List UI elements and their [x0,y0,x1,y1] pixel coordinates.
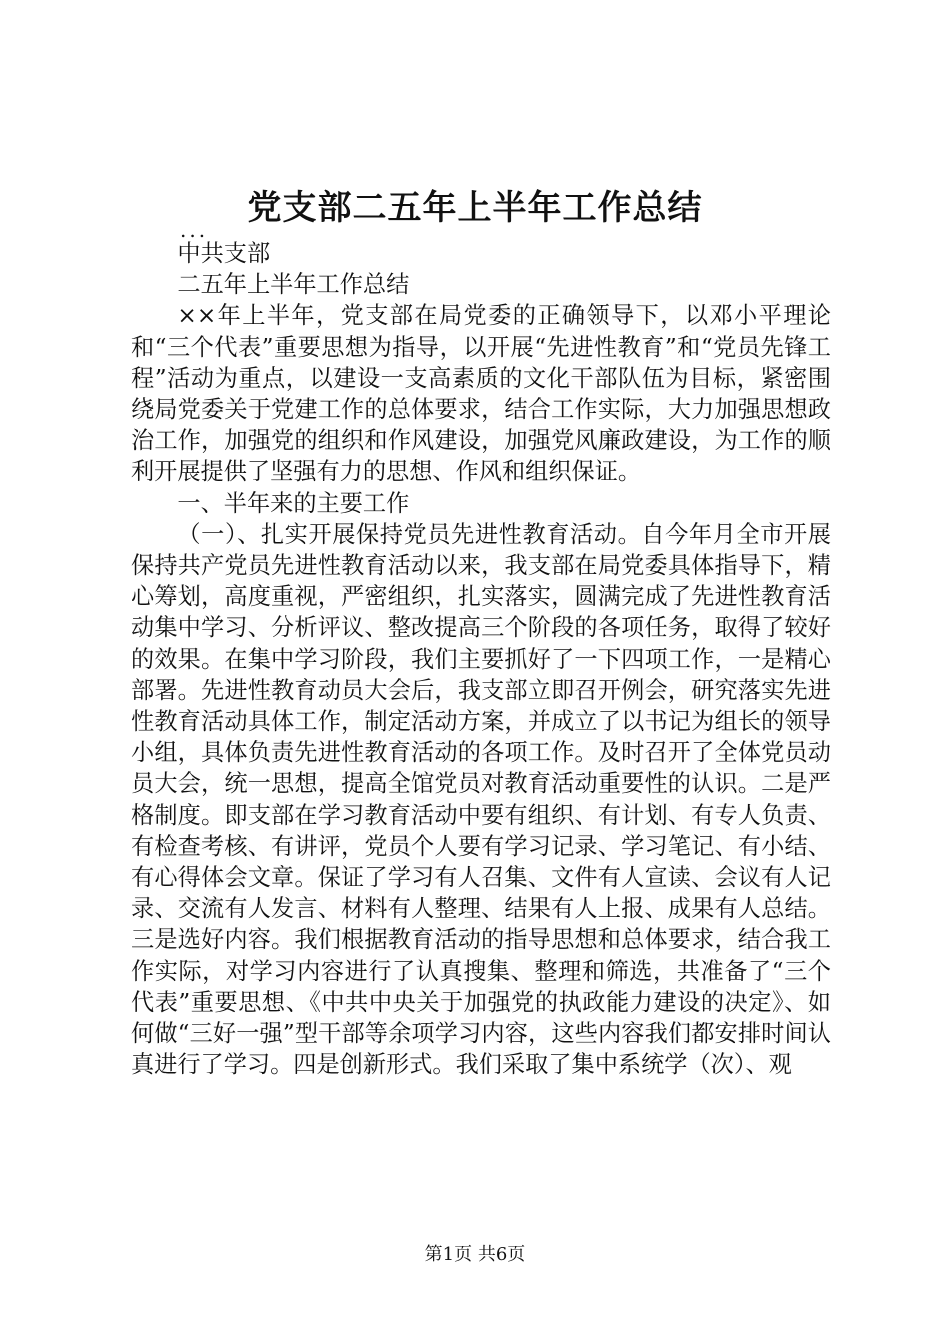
intro-paragraph: ××年上半年，党支部在局党委的正确领导下，以邓小平理论和“三个代表”重要思想为指导，以开展“先进性教育”和“党员先锋工程”活动为重点，以建设一支高素质的文化干部队伍为目标，紧密围绕局党委关于党建工作的总体要求，结合工作实际，大力加强思想政治工作，加强党的组织和作风建设，加强党风廉政建设，为工作的顺利开展提供了坚强有力的思想、作风和组织保证。 [131,302,831,486]
document-body [131,238,831,1080]
sender-line: 中共支部 [177,240,271,267]
document-title: 党支部二五年上半年工作总结 [247,188,703,228]
ellipsis-mark: ... [180,218,209,242]
body-paragraph: （一）、扎实开展保持党员先进性教育活动。自今年月全市开展保持共产党员先进性教育活动以来，我支部在局党委具体指导下，精心筹划，高度重视，严密组织，扎实落实，圆满完成了先进性教育活动集中学习、分析评议、整改提高三个阶段的各项任务，取得了较好的效果。在集中学习阶段，我们主要抓好了一下四项工作，一是精心部署。先进性教育动员大会后，我支部立即召开例会，研究落实先进性教育活动具体工作，制定活动方案，并成立了以书记为组长的领导小组，具体负责先进性教育活动的各项工作。及时召开了全体党员动员大会，统一思想，提高全馆党员对教育活动重要性的认识。二是严格制度。即支部在学习教育活动中要有组织、有计划、有专人负责、有检查考核、有讲评，党员个人要有学习记录、学习笔记、有小结、有心得体会文章。保证了学习有人召集、文件有人宣读、会议有人记录、交流有人发言、材料有人整理、结果有人上报、成果有人总结。三是选好内容。我们根据教育活动的指导思想和总体要求，结合我工作实际，对学习内容进行了认真搜集、整理和筛选，共准备了“三个代表”重要思想、《中共中央关于加强党的执政能力建设的决定》、如何做“三好一强”型干部等余项学习内容，这些内容我们都安排时间认真进行了学习。四是创新形式。我们采取了集中系统学（次）、观 [131,520,831,1079]
section-heading: 一、半年来的主要工作 [177,489,410,517]
page-number-footer: 第1页 共6页 [424,1244,526,1265]
subtitle-line: 二五年上半年工作总结 [177,271,410,299]
